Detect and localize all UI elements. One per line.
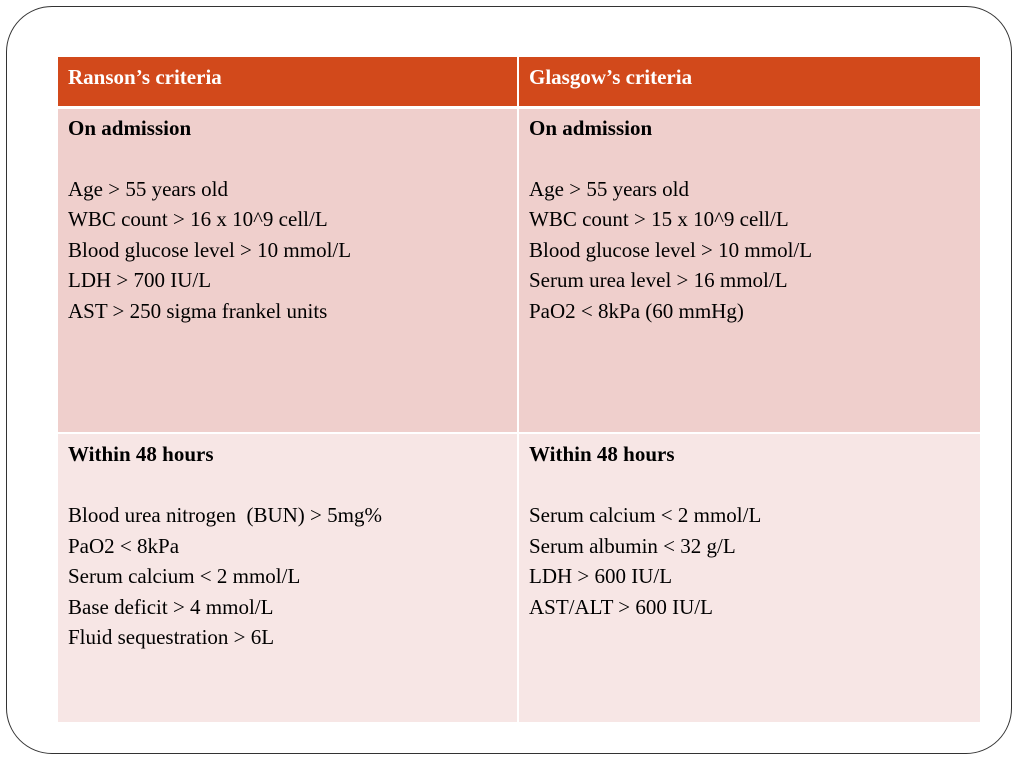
list-item: Serum albumin < 32 g/L xyxy=(529,533,736,558)
list-item: Age > 55 years old xyxy=(529,176,689,201)
header-ranson: Ranson’s criteria xyxy=(58,57,518,107)
table-row-on-admission xyxy=(58,107,980,433)
criteria-list xyxy=(68,500,507,653)
criteria-list xyxy=(68,174,507,327)
list-item: Fluid sequestration > 6L xyxy=(68,625,275,649)
list-item: AST/ALT > 600 IU/L xyxy=(529,594,713,619)
criteria-list xyxy=(529,174,970,327)
list-item: WBC count > 16 x 10^9 cell/L xyxy=(68,207,328,231)
section-title: On admission xyxy=(68,115,192,140)
criteria-list xyxy=(529,500,970,622)
list-item: LDH > 600 IU/L xyxy=(529,564,673,588)
list-item: Blood urea nitrogen (BUN) > 5mg% xyxy=(68,503,382,527)
list-item: Serum calcium < 2 mmol/L xyxy=(529,503,762,527)
criteria-table xyxy=(58,57,980,722)
list-item: Blood glucose level > 10 mmol/L xyxy=(68,237,352,262)
list-item: PaO2 < 8kPa (60 mmHg) xyxy=(529,298,744,323)
cell-ranson-48h xyxy=(58,433,518,722)
cell-glasgow-admission xyxy=(518,107,980,433)
cell-glasgow-48h xyxy=(518,433,980,722)
section-title: Within 48 hours xyxy=(68,442,214,466)
list-item: AST > 250 sigma frankel units xyxy=(68,298,328,323)
section-title: Within 48 hours xyxy=(529,442,675,466)
header-glasgow: Glasgow’s criteria xyxy=(518,57,980,107)
list-item: Age > 55 years old xyxy=(68,176,228,201)
table-row-within-48-hours xyxy=(58,433,980,722)
list-item: Base deficit > 4 mmol/L xyxy=(68,594,274,619)
table-header-row xyxy=(58,57,980,107)
list-item: Serum urea level > 16 mmol/L xyxy=(529,268,788,292)
section-title: On admission xyxy=(529,115,653,140)
list-item: Serum calcium < 2 mmol/L xyxy=(68,564,301,588)
list-item: WBC count > 15 x 10^9 cell/L xyxy=(529,207,789,231)
cell-ranson-admission xyxy=(58,107,518,433)
list-item: LDH > 700 IU/L xyxy=(68,268,212,292)
list-item: Blood glucose level > 10 mmol/L xyxy=(529,237,813,262)
list-item: PaO2 < 8kPa xyxy=(68,533,180,558)
